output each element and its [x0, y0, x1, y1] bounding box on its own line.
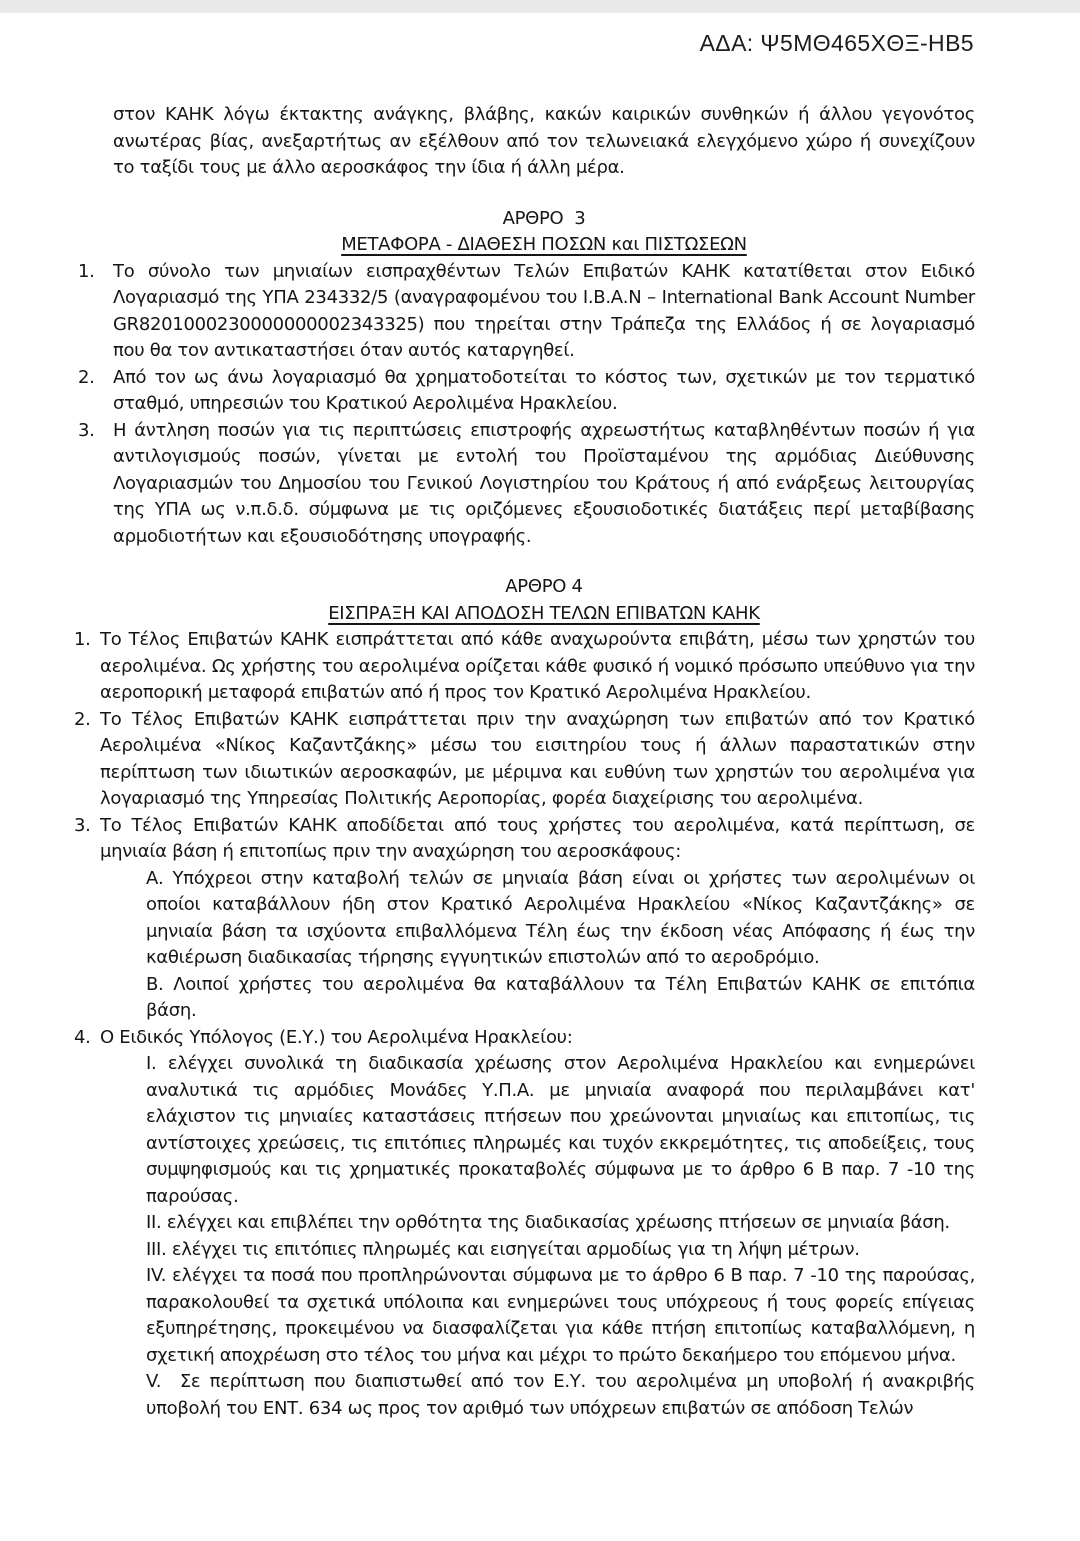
subitem-text: ελέγχει και επιβλέπει την ορθότητα της διαδικασίας χρέωσης πτήσεων σε μηνιαία βάση. — [166, 1212, 950, 1233]
article4-item-1 — [74, 627, 975, 707]
subitem-label: Ι. — [146, 1053, 157, 1074]
subitem-label: ΙΙΙ. — [146, 1238, 167, 1260]
viewer-background-strip — [0, 0, 1080, 13]
item-text: Από τον ως άνω λογαριασμό θα χρηματοδοτείται το κόστος των, σχετικών με τον τερματικό σταθμό, υπηρεσιών του Κρατικού Αερολιμένα Ηρακλείου. — [113, 366, 975, 414]
subitem-label: V. — [146, 1371, 162, 1392]
item-text: Ο Ειδικός Υπόλογος (Ε.Υ.) του Αερολιμένα Ηρακλείου: — [100, 1026, 573, 1048]
item-text: Η άντληση ποσών για τις περιπτώσεις επιστροφής αχρεωστήτως καταβληθέντων ποσών ή για αντιλογισμούς ποσών, γίνεται με εντολή του Προϊσταμένου της αρμόδιας Διεύθυνσης Λογαριασμών του Δημοσίου του Γενικού Λογιστηρίου του Κράτους ή από ενάρξεως λειτουργίας της ΥΠΑ ως ν.π.δ.δ. σύμφωνα με τις οριζόμενες εξουσιοδοτικές διατάξεις περί μεταβίβασης αρμοδιοτήτων και εξουσιοδότησης υπογραφής. — [113, 419, 975, 547]
item-number: 1. — [78, 260, 95, 282]
item-number: 2. — [74, 708, 91, 730]
article4-title: ΑΡΘΡΟ 4 — [505, 576, 583, 597]
subitem-label: ΙΙ. — [146, 1212, 162, 1233]
article4-item-4-sub-ii — [146, 1210, 975, 1237]
article3-title: ΑΡΘΡΟ 3 — [502, 207, 586, 229]
article4-item-4-sub-iii — [146, 1237, 975, 1264]
subitem-text: Λοιποί χρήστες του αερολιμένα θα καταβάλλουν τα Τέλη Επιβατών ΚΑΗΚ σε επιτόπια βάση. — [146, 973, 975, 1021]
subitem-text: Υπόχρεοι στην καταβολή τελών σε μηνιαία βάση είναι οι χρήστες των αερολιμένων οι οποίοι καταβάλλουν ήδη στον Κρατικό Αερολιμένα Ηρακλείου «Νίκος Καζαντζάκης» σε μηνιαία βάση τα ισχύοντα επιβαλλόμενα Τέλη έως την έκδοση νέας Απόφασης ή έως την καθιέρωση διαδικασίας τήρησης εγγυητικών επιστολών από το αεροδρόμιο. — [146, 867, 975, 968]
ada-code-label: ΑΔΑ: Ψ5ΜΘ465ΧΘΞ-ΗΒ5 — [699, 30, 974, 56]
article4-subtitle-text: ΕΙΣΠΡΑΞΗ ΚΑΙ ΑΠΟΔΟΣΗ ΤΕΛΩΝ ΕΠΙΒΑΤΩΝ ΚΑΗΚ — [328, 602, 760, 624]
article4-item-3-sub-a — [146, 866, 975, 972]
document-page — [74, 102, 976, 1422]
article4-item-2 — [74, 707, 975, 813]
subitem-label: IV. — [146, 1265, 167, 1286]
subitem-label: Α. — [146, 867, 164, 889]
article4-item-3-sub-b — [146, 972, 975, 1025]
item-text: Το σύνολο των μηνιαίων εισπραχθέντων Τελών Επιβατών ΚΑΗΚ κατατίθεται στον Ειδικό Λογαριασμό της ΥΠΑ 234332/5 (αναγραφομένου του Ι.Β.Α.Ν – International Bank Account Number GR8201000230000000002343325) που τηρείται στην Τράπεζα της Ελλάδος ή σε λογαριασμό που θα τον αντικαταστήσει όταν αυτός καταργηθεί. — [113, 260, 975, 361]
subitem-text: ελέγχει συνολικά τη διαδικασία χρέωσης στον Αερολιμένα Ηρακλείου και ενημερώνει αναλυτικά τις αρμόδιες Μονάδες Υ.Π.Α. με μηνιαία αναφορά που περιλαμβάνει κατ' ελάχιστον τις μηνιαίες καταστάσεις πτήσεων που χρεώνονται μηνιαίως και επιτοπίως, τις αντίστοιχες χρεώσεις, τις επιτόπιες πληρωμές και τυχόν εκκρεμότητες, τις αποδείξεις, τους συμψηφισμούς και τις χρηματικές προκαταβολές σύμφωνα με το άρθρο 6 Β παρ. 7 -10 της παρούσας. — [146, 1053, 975, 1207]
article3-subtitle — [113, 232, 975, 259]
item-number: 2. — [78, 366, 95, 388]
item-text: Το Τέλος Επιβατών ΚΑΗΚ εισπράττεται πριν την αναχώρηση των επιβατών από τον Κρατικό Αερολιμένα «Νίκος Καζαντζάκης» μέσω του εισιτηρίου τους ή άλλων παραστατικών στην περίπτωση των ιδιωτικών αεροσκαφών, με μέριμνα και ευθύνη των χρηστών του αερολιμένα για λογαριασμό της Υπηρεσίας Πολιτικής Αεροπορίας, φορέα διαχείρισης του αερολιμένα. — [100, 708, 975, 809]
article4-item-3 — [74, 813, 975, 1025]
article3-item-3 — [78, 418, 975, 551]
article4-item-4 — [74, 1025, 976, 1423]
article4-subtitle — [113, 601, 975, 628]
article4-item-4-sub-i — [146, 1051, 975, 1210]
item-number: 1. — [74, 629, 91, 650]
intro-paragraph: στον ΚΑΗΚ λόγω έκτακτης ανάγκης, βλάβης, κακών καιρικών συνθηκών ή άλλου γεγονότος ανωτέρας βίας, ανεξαρτήτως αν εξέλθουν από τον τελωνειακά ελεγχόμενο χώρο ή συνεχίζουν το ταξίδι τους με άλλο αεροσκάφος την ίδια ή άλλη μέρα. — [113, 104, 975, 178]
item-number: 3. — [78, 419, 95, 441]
subitem-text: ελέγχει τις επιτόπιες πληρωμές και εισηγείται αρμοδίως για τη λήψη μέτρων. — [171, 1238, 860, 1260]
item-text: Το Τέλος Επιβατών ΚΑΗΚ εισπράττεται από κάθε αναχωρούντα επιβάτη, μέσω των χρηστών του αερολιμένα. Ως χρήστης του αερολιμένα ορίζεται κάθε φυσικό ή νομικό πρόσωπο υπεύθυνο για την αεροπορική μεταφορά επιβατών από ή προς τον Κρατικό Αερολιμένα Ηρακλείου. — [100, 629, 975, 703]
item-number: 4. — [74, 1026, 91, 1048]
subitem-label: Β. — [146, 973, 164, 995]
item-number: 3. — [74, 814, 91, 836]
article4-item-4-sub-v — [146, 1369, 975, 1422]
article3-subtitle-text: ΜΕΤΑΦΟΡΑ - ΔΙΑΘΕΣΗ ΠΟΣΩΝ και ΠΙΣΤΩΣΕΩΝ — [341, 234, 747, 255]
article4-item-4-sub-iv — [146, 1263, 975, 1369]
article3-item-1 — [78, 259, 975, 365]
subitem-text: ελέγχει τα ποσά που προπληρώνονται σύμφωνα με το άρθρο 6 Β παρ. 7 -10 της παρούσας, παρακολουθεί τα σχετικά υπόλοιπα και ενημερώνει τους υπόχρεους ή τους φορείς επίγειας εξυπηρέτησης, προκειμένου να διασφαλίζεται για κάθε πτήση επιτοπίως καταβαλλόμενη, η σχετική αποχρέωση στο τέλος του μήνα και μέχρι το πρώτο δεκαήμερο του επόμενου μήνα. — [146, 1265, 976, 1366]
item-text: Το Τέλος Επιβατών ΚΑΗΚ αποδίδεται από τους χρήστες του αερολιμένα, κατά περίπτωση, σε μηνιαία βάση ή επιτοπίως πριν την αναχώρηση του αεροσκάφους: — [100, 814, 975, 862]
article3-item-2 — [78, 365, 975, 418]
subitem-text: Σε περίπτωση που διαπιστωθεί από τον Ε.Υ. του αερολιμένα μη υποβολή ή ανακριβής υποβολή του ΕΝΤ. 634 ως προς τον αριθμό των υπόχρεων επιβατών σε απόδοση Τελών — [146, 1371, 976, 1419]
